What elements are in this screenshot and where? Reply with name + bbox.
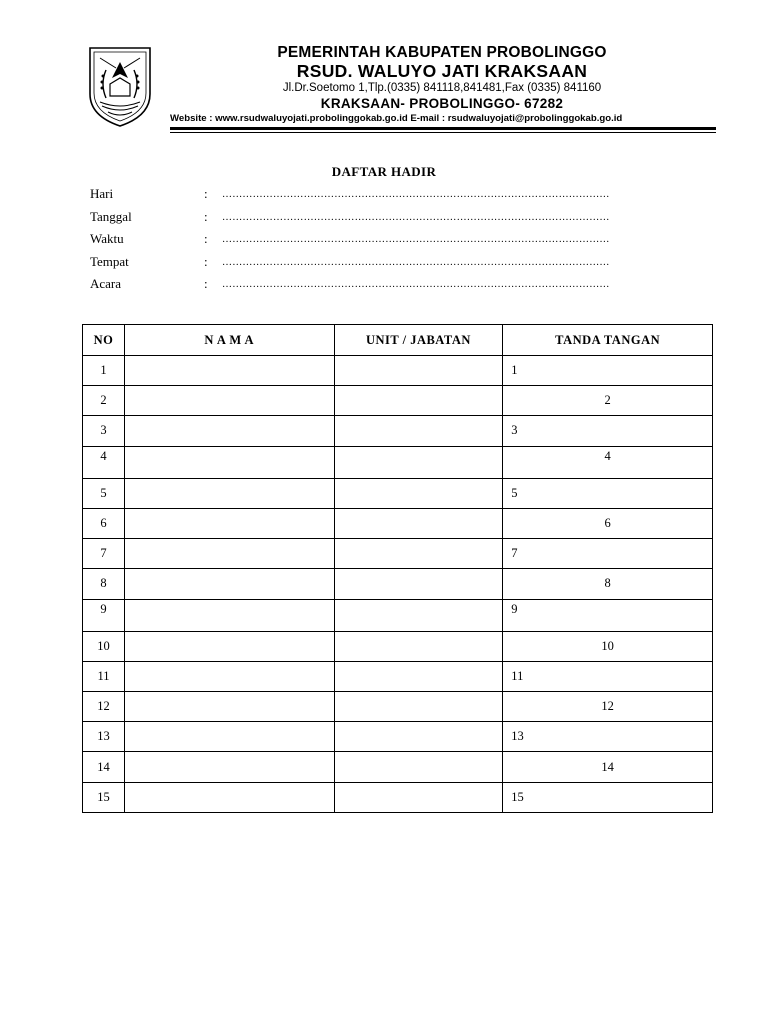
row-number: 3 bbox=[83, 416, 125, 446]
field-label: Waktu bbox=[90, 231, 124, 247]
signature-cell: 15 bbox=[503, 782, 713, 812]
document-title: DAFTAR HADIR bbox=[331, 164, 437, 179]
unit-cell bbox=[334, 722, 503, 752]
row-number: 13 bbox=[83, 722, 125, 752]
unit-cell bbox=[334, 692, 503, 722]
unit-cell bbox=[334, 599, 503, 631]
row-number: 2 bbox=[83, 386, 125, 416]
signature-cell: 5 bbox=[503, 478, 713, 508]
name-cell bbox=[124, 661, 334, 691]
name-cell bbox=[124, 569, 334, 599]
signature-cell: 3 bbox=[503, 416, 713, 446]
signature-cell: 14 bbox=[503, 752, 713, 782]
name-cell bbox=[124, 386, 334, 416]
table-row bbox=[83, 569, 713, 599]
unit-cell bbox=[334, 446, 503, 478]
unit-cell bbox=[334, 508, 503, 538]
field-colon: : bbox=[204, 231, 208, 247]
name-cell bbox=[124, 356, 334, 386]
row-number: 11 bbox=[83, 661, 125, 691]
name-cell bbox=[124, 539, 334, 569]
name-cell bbox=[124, 446, 334, 478]
signature-cell: 11 bbox=[503, 661, 713, 691]
field-hari bbox=[90, 186, 700, 209]
row-number: 8 bbox=[83, 569, 125, 599]
field-blank: …………………………………………………………………………………………………… bbox=[222, 211, 610, 223]
signature-cell: 1 bbox=[503, 356, 713, 386]
table-row bbox=[83, 386, 713, 416]
unit-cell bbox=[334, 386, 503, 416]
field-blank: …………………………………………………………………………………………………… bbox=[222, 189, 610, 200]
table-row bbox=[83, 446, 713, 478]
signature-cell: 8 bbox=[503, 569, 713, 599]
name-cell bbox=[124, 692, 334, 722]
field-tanggal bbox=[90, 209, 700, 232]
field-colon: : bbox=[204, 208, 208, 224]
signature-cell: 13 bbox=[503, 722, 713, 752]
unit-cell bbox=[334, 782, 503, 812]
signature-cell: 12 bbox=[503, 692, 713, 722]
hospital-address: Jl.Dr.Soetomo 1,Tlp.(0335) 841118,841481,Fax (0335) 841160 bbox=[282, 82, 602, 94]
table-row bbox=[83, 722, 713, 752]
table-row bbox=[83, 599, 713, 631]
table-row bbox=[83, 692, 713, 722]
row-number: 1 bbox=[83, 356, 125, 386]
unit-cell bbox=[334, 661, 503, 691]
field-waktu bbox=[90, 231, 700, 254]
column-header-tanda-tangan: TANDA TANGAN bbox=[503, 325, 713, 356]
name-cell bbox=[124, 478, 334, 508]
table-row bbox=[83, 416, 713, 446]
field-label: Tempat bbox=[90, 253, 129, 269]
field-colon: : bbox=[204, 186, 208, 201]
signature-cell: 10 bbox=[503, 631, 713, 661]
signature-cell: 6 bbox=[503, 508, 713, 538]
row-number: 5 bbox=[83, 478, 125, 508]
signature-cell: 2 bbox=[503, 386, 713, 416]
row-number: 15 bbox=[83, 782, 125, 812]
signature-cell: 9 bbox=[503, 599, 713, 631]
field-blank: …………………………………………………………………………………………………… bbox=[222, 234, 610, 246]
info-fields bbox=[90, 186, 700, 299]
name-cell bbox=[124, 508, 334, 538]
field-label: Acara bbox=[90, 276, 122, 292]
name-cell bbox=[124, 782, 334, 812]
letterhead bbox=[166, 44, 718, 126]
unit-cell bbox=[334, 356, 503, 386]
unit-cell bbox=[334, 752, 503, 782]
unit-cell bbox=[334, 631, 503, 661]
table-header-row bbox=[83, 325, 713, 356]
table-row bbox=[83, 782, 713, 812]
name-cell bbox=[124, 631, 334, 661]
column-header-no: NO bbox=[83, 325, 125, 356]
row-number: 12 bbox=[83, 692, 125, 722]
row-number: 9 bbox=[83, 599, 125, 631]
signature-cell: 7 bbox=[503, 539, 713, 569]
signature-cell: 4 bbox=[503, 446, 713, 478]
name-cell bbox=[124, 599, 334, 631]
name-cell bbox=[124, 416, 334, 446]
name-cell bbox=[124, 722, 334, 752]
field-blank: …………………………………………………………………………………………………… bbox=[222, 279, 610, 291]
row-number: 6 bbox=[83, 508, 125, 538]
letterhead-divider-thick bbox=[170, 127, 716, 130]
unit-cell bbox=[334, 569, 503, 599]
field-acara bbox=[90, 276, 700, 299]
regency-coat-of-arms-icon bbox=[86, 44, 154, 128]
letterhead-divider-thin bbox=[170, 132, 716, 133]
unit-cell bbox=[334, 539, 503, 569]
table-row bbox=[83, 508, 713, 538]
unit-cell bbox=[334, 478, 503, 508]
table-row bbox=[83, 661, 713, 691]
table-row bbox=[83, 539, 713, 569]
name-cell bbox=[124, 752, 334, 782]
row-number: 7 bbox=[83, 539, 125, 569]
field-label: Tanggal bbox=[90, 208, 132, 224]
field-colon: : bbox=[204, 253, 208, 269]
hospital-contact: Website : www.rsudwaluyojati.probolinggokab.go.id E-mail : rsudwaluyojati@probolinggokab.go.id bbox=[170, 113, 623, 124]
field-tempat bbox=[90, 254, 700, 277]
government-name: PEMERINTAH KABUPATEN PROBOLINGGO bbox=[277, 44, 607, 61]
field-colon: : bbox=[204, 276, 208, 292]
unit-cell bbox=[334, 416, 503, 446]
table-row bbox=[83, 356, 713, 386]
table-row bbox=[83, 478, 713, 508]
hospital-city: KRAKSAAN- PROBOLINGGO- 67282 bbox=[320, 96, 564, 111]
table-row bbox=[83, 752, 713, 782]
hospital-name: RSUD. WALUYO JATI KRAKSAAN bbox=[296, 61, 588, 81]
table-row bbox=[83, 631, 713, 661]
field-label: Hari bbox=[90, 186, 114, 201]
column-header-unit-jabatan: UNIT / JABATAN bbox=[334, 325, 503, 356]
row-number: 14 bbox=[83, 752, 125, 782]
field-blank: …………………………………………………………………………………………………… bbox=[222, 256, 610, 268]
row-number: 10 bbox=[83, 631, 125, 661]
row-number: 4 bbox=[83, 446, 125, 478]
attendance-table bbox=[82, 324, 713, 813]
column-header-nama: N A M A bbox=[124, 325, 334, 356]
